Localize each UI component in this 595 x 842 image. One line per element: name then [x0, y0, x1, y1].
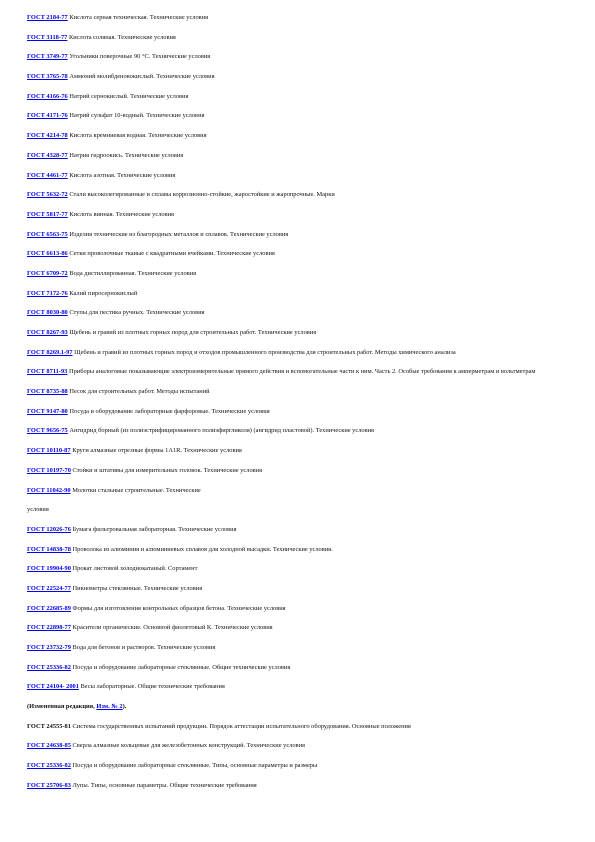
standard-link[interactable]: ГОСТ 24638-85 [27, 742, 71, 750]
standard-link[interactable]: ГОСТ 8269.1-97 [27, 348, 73, 356]
standard-entry [27, 73, 575, 82]
standard-title: Песок для строительных работ. Методы испытаний [69, 388, 210, 396]
standard-title: Система государственных испытаний продукции. Порядок аттестации испытательного оборудования. Основные положения [72, 722, 411, 730]
standard-title: Прокат листовой холоднокатаный. Сортамент [72, 565, 198, 573]
standard-link[interactable]: ГОСТ 8030-80 [27, 309, 68, 317]
standard-title: Пикнометры стеклянные. Технические условия [72, 584, 203, 592]
standard-title: Угольники поверочные 90 °С. Технические условия [69, 53, 211, 61]
standard-link[interactable]: ГОСТ 24104- 2001 [27, 683, 79, 691]
standard-entry [27, 585, 575, 594]
standard-link[interactable]: ГОСТ 10197-70 [27, 466, 71, 474]
standard-entry [27, 14, 575, 23]
standard-link[interactable]: ГОСТ 7172-76 [27, 289, 68, 297]
amendment-note-prefix: (Измененная редакция, [27, 703, 95, 711]
standard-link[interactable]: ГОСТ 9147-80 [27, 407, 68, 415]
standard-title: Сетки проволочные тканые с квадратными ячейками. Технические условия [69, 250, 275, 258]
standard-entry [27, 408, 575, 417]
standard-link[interactable]: ГОСТ 4328-77 [27, 151, 68, 159]
standard-entry [27, 309, 575, 318]
standard-entry [27, 447, 575, 456]
standard-title: Аммоний молибденовокислый. Технические условия [69, 73, 215, 81]
continuation-text: условия [27, 506, 49, 514]
standard-link[interactable]: ГОСТ 3118-77 [27, 33, 68, 41]
standard-link[interactable]: ГОСТ 8711-93 [27, 368, 68, 376]
standard-link[interactable]: ГОСТ 6613-86 [27, 250, 68, 258]
standard-entry [27, 152, 575, 161]
standard-title: Стойки и штативы для измерительных головок. Технические условия [72, 466, 263, 474]
standard-entry [27, 53, 575, 62]
standard-title: Кислота соляная. Технические условия [69, 33, 176, 41]
standard-title: Молотки стальные строительные. Технические [72, 486, 201, 494]
standard-entry [27, 270, 575, 279]
standard-link[interactable]: ГОСТ 4166-76 [27, 92, 68, 100]
standard-title: Посуда и оборудование лабораторные фарфоровые. Технические условия [69, 407, 270, 415]
standard-entry [27, 546, 575, 555]
standard-entry [27, 782, 575, 791]
standard-entry [27, 349, 575, 358]
standard-entry [27, 487, 575, 496]
standard-title: Стали высоколегированные и сплавы коррозионно-стойкие, жаростойкие и жаропрочные. Марки [69, 191, 335, 199]
standard-title: Красители органические. Основной фиолетовый К. Технические условия [72, 624, 273, 632]
standard-title: Кислота серная техническая. Технические условия [69, 14, 209, 21]
standard-entry [27, 762, 575, 771]
standard-link[interactable]: ГОСТ 6563-75 [27, 230, 68, 238]
standard-link[interactable]: ГОСТ 22898-77 [27, 624, 71, 632]
standard-title: Лупы. Типы, основные параметры. Общие технические требования [72, 781, 257, 789]
standard-link[interactable]: ГОСТ 10110-87 [27, 447, 71, 455]
standard-title: Вода для бетонов и растворов. Технические условия [72, 644, 216, 651]
standard-link[interactable]: ГОСТ 9656-75 [27, 427, 68, 435]
standard-entry-plain [27, 723, 575, 732]
standard-entry [27, 664, 575, 673]
standard-link[interactable]: ГОСТ 4214-78 [27, 132, 68, 140]
standard-title: Ангидрид борный (из полиэстрифицированного полиэфиргликоля) (ангидрид пластовой). Технические условия [69, 427, 374, 435]
standard-title: Посуда и оборудование лабораторные стеклянные. Типы, основные параметры и размеры [72, 762, 318, 770]
standard-entry [27, 132, 575, 141]
standard-title: Кислота азотная. Технические условия [69, 171, 176, 179]
standard-title: Формы для изготовления контрольных образцов бетона. Технические условия [72, 604, 286, 612]
standard-link[interactable]: ГОСТ 4461-77 [27, 171, 68, 179]
standard-title: Весы лабораторные. Общие технические требования [80, 683, 225, 691]
standard-link[interactable]: ГОСТ 2184-77 [27, 14, 68, 21]
standard-link[interactable]: ГОСТ 23732-79 [27, 644, 71, 651]
standard-link[interactable]: ГОСТ 5817-77 [27, 210, 68, 218]
standard-link[interactable]: ГОСТ 25336-82 [27, 663, 71, 671]
standard-entry [27, 427, 575, 436]
standard-entry [27, 388, 575, 397]
standard-title: Бумага фильтровальная лабораторная. Технические условия [72, 525, 237, 533]
standard-title: Натрия гидроокись. Технические условия [69, 151, 184, 159]
standard-title: Приборы аналоговые показывающие электроизмерительные прямого действия и вспомогательные части к ним. Часть 2. Особые требования к амперметрам и вольтметрам [69, 368, 536, 376]
standard-entry [27, 211, 575, 220]
standard-link[interactable]: ГОСТ 4171-76 [27, 112, 68, 120]
standard-entry [27, 250, 575, 259]
standard-entry [27, 112, 575, 121]
standard-link[interactable]: ГОСТ 19904-90 [27, 565, 71, 573]
standard-link[interactable]: ГОСТ 5632-72 [27, 191, 68, 199]
standards-list [27, 14, 575, 802]
standard-entry [27, 467, 575, 476]
standard-entry [27, 290, 575, 299]
standard-link[interactable]: ГОСТ 22685-89 [27, 604, 71, 612]
standard-title: Натрий сульфат 10-водный. Технические условия [69, 112, 205, 120]
amendment-note-suffix: ). [122, 703, 127, 711]
standard-title: Вода дистиллированная. Технические условия [69, 269, 197, 277]
amendment-link[interactable]: Изм. № 2 [96, 703, 123, 711]
standard-link[interactable]: ГОСТ 3765-78 [27, 73, 68, 81]
standard-link[interactable]: ГОСТ 25336-82 [27, 762, 71, 770]
standard-entry [27, 565, 575, 574]
standard-title: Калий пиросернокислый [69, 289, 138, 297]
standard-link[interactable]: ГОСТ 22524-77 [27, 584, 71, 592]
standard-entry [27, 742, 575, 751]
standard-title: Щебень и гравий из плотных горных пород и отходов промышленного производства для строительных работ. Методы химического анализа [74, 348, 456, 356]
standard-entry [27, 624, 575, 633]
standard-link[interactable]: ГОСТ 11042-90 [27, 486, 71, 494]
standard-entry [27, 172, 575, 181]
standard-entry [27, 644, 575, 653]
standard-entry [27, 231, 575, 240]
standard-link[interactable]: ГОСТ 14838-78 [27, 545, 71, 553]
standard-title: Ступы для пестика ручных. Технические условия [69, 309, 205, 317]
standard-entry [27, 93, 575, 102]
standard-entry [27, 683, 575, 692]
standard-link[interactable]: ГОСТ 12026-76 [27, 525, 71, 533]
standard-link[interactable]: ГОСТ 3749-77 [27, 53, 68, 61]
standard-entry [27, 526, 575, 535]
standard-title: Посуда и оборудование лабораторные стеклянные. Общие технические условия [72, 663, 291, 671]
standard-entry [27, 329, 575, 338]
standard-link[interactable]: ГОСТ 25706-83 [27, 781, 71, 789]
standard-entry [27, 191, 575, 200]
standard-code: ГОСТ 24555-81 [27, 722, 71, 730]
standard-entry [27, 34, 575, 43]
standard-title: Сверла алмазные кольцевые для железобетонных конструкций. Технические условия [72, 742, 305, 750]
standard-title: Щебень и гравий из плотных горных пород для строительных работ. Технические условия [69, 329, 317, 336]
standard-title: Проволока из алюминия и алюминиевых сплавов для холодной высадки. Технические условия. [72, 545, 333, 553]
standard-link[interactable]: ГОСТ 8267-93 [27, 329, 68, 336]
standard-title: Изделия технические из благородных металлов и сплавов. Технические условия [69, 230, 289, 238]
amendment-note [27, 703, 575, 712]
standard-title: Натрий сернокислый. Технические условия [69, 92, 189, 100]
standard-link[interactable]: ГОСТ 8735-88 [27, 388, 68, 396]
standard-entry [27, 368, 575, 377]
standard-title: Кислота винная. Технические условия [69, 210, 174, 218]
standard-link[interactable]: ГОСТ 6709-72 [27, 269, 68, 277]
standard-entry [27, 605, 575, 614]
standard-title: Круги алмазные отрезные формы 1А1R. Технические условия [72, 447, 242, 455]
standard-title: Кислота кремниевая водная. Технические условия [69, 132, 207, 140]
